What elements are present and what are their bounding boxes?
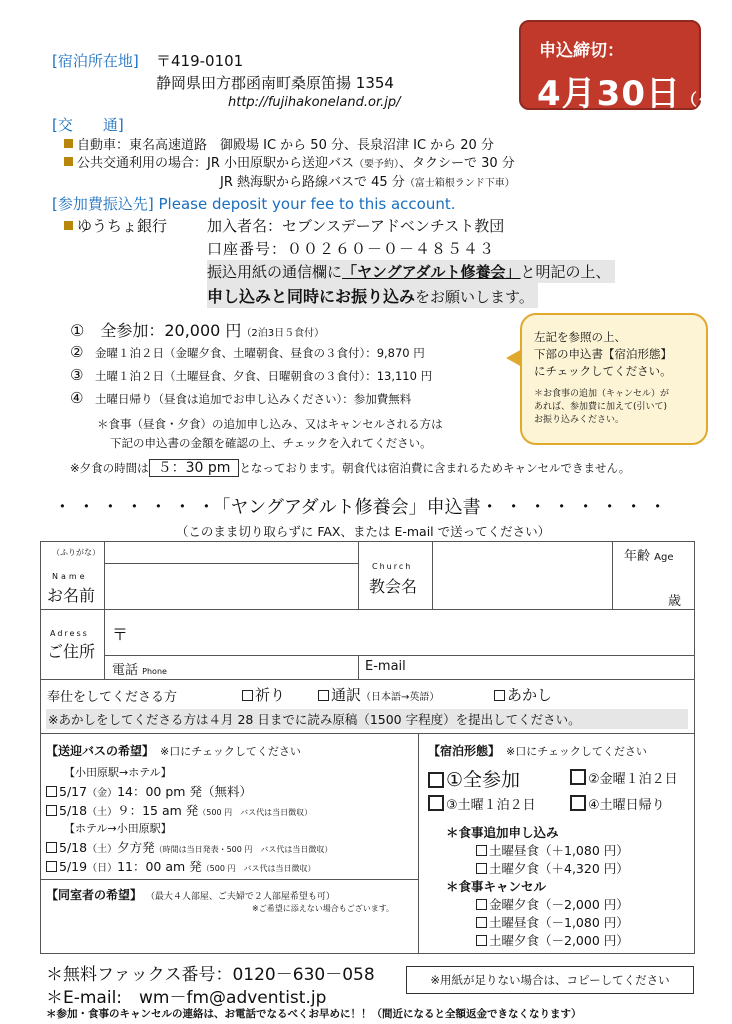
address-input[interactable] [130,611,692,654]
roommate-sub: ※ご希望に添えない場合もございます。 [252,904,395,913]
dinner-note: ※夕食の時間は ５：30 pm となっております。朝食代は宿泊費に含まれるためキャンセルできません。 [70,460,631,476]
age-label: 年齢 Age [624,549,674,564]
fee-1: ① 全参加：20,000 円（2泊3日５食付） [70,321,325,340]
payment-account: 口座番号：００２６０－０－４８５４３ [207,240,496,258]
bus-title: 【送迎バスの希望】 ※口にチェックしてください [46,744,301,758]
checkbox-icon[interactable] [476,935,487,946]
deadline-label: 申込締切： [539,41,624,61]
church-label: 教会名 [369,577,418,596]
bullet-square-icon [64,139,73,148]
lodging-url[interactable]: http://fujihakoneland.or.jp/ [228,95,401,110]
meal-note-1: ＊食事（昼食・夕食）の追加申し込み、又はキャンセルされる方は [97,417,443,431]
meal-cancel-3[interactable]: 土曜夕食（－2,000 円） [476,931,629,949]
checkbox-icon[interactable] [570,795,586,811]
fee-3: ③ 土曜１泊２日（土曜昼食、夕食、日曜朝食の３食付）：13,110 円 [70,366,433,384]
address-label-en: Adress [50,629,89,638]
email-input[interactable] [420,657,692,678]
bus-option-2[interactable]: 5/18（土）９：15 am 発（500 円 バス代は当日徴収） [46,801,312,819]
name-label: お名前 [47,586,96,605]
postal-mark: 〒 [112,625,129,644]
transport-atami: JR 熱海駅から路線バスで 45 分（富士箱根ランド下車） [220,175,515,190]
checkbox-icon[interactable] [476,845,487,856]
bus-direction-2: 【ホテル→小田原駅】 [64,822,172,835]
meal-cancel-1[interactable]: 金曜夕食（－2,000 円） [476,895,629,913]
church-label-en: Church [372,562,413,571]
footer-email[interactable]: ＊E-mail: wm－fm@adventist.jp [46,988,327,1008]
name-input[interactable] [105,564,357,609]
stay-option-1[interactable]: ①全参加 [428,765,520,792]
service-interp-checkbox[interactable]: 通訳（日本語→英語） [318,684,439,705]
name-label-en: Name [52,572,88,581]
meal-add-2[interactable]: 土曜夕食（＋4,320 円） [476,859,629,877]
payment-note: 振込用紙の通信欄に「ヤングアダルト修養会」と明記の上、 [207,260,615,283]
address-label: ご住所 [47,642,96,661]
form-title: ・・・・・・・「ヤングアダルト修養会」申込書・・・・・・・・ [53,497,673,518]
checkbox-icon[interactable] [46,842,57,853]
phone-label: 電話 Phone [112,663,167,678]
service-light-checkbox[interactable]: あかし [494,684,552,705]
cancel-note: ＊参加・食事のキャンセルの連絡は、お電話でなるべくお早めに！！（間近になると全額返金できなくなります） [46,1008,582,1020]
form-subtitle: （このまま切り取らずに FAX、または E-mail で送ってください） [175,524,551,539]
furigana-input[interactable] [105,542,357,563]
meal-cancel-title: ＊食事キャンセル [446,879,547,894]
copy-note: ※用紙が足りない場合は、コピーしてください [406,966,694,994]
checkbox-icon[interactable] [46,861,57,872]
deadline-badge [519,20,732,114]
service-note: ※あかしをしてくださる方は４月 28 日までに読み原稿（1500 字程度）を提出してください。 [46,709,688,729]
checkbox-icon[interactable] [570,769,586,785]
roommate-input[interactable] [42,914,416,952]
bullet-square-icon [64,221,73,230]
payment-label: [参加費振込先] Please deposit your fee to this account. [52,195,456,213]
payment-bank: ゆうちょ銀行 [64,215,167,236]
stay-option-4[interactable]: ④土曜日帰り [570,794,665,813]
bus-option-4[interactable]: 5/19（日）11：00 am 発（500 円 バス代は当日徴収） [46,857,316,875]
payment-holder: 加入者名：セブンスデーアドベンチスト教団 [207,217,505,235]
service-prayer-checkbox[interactable]: 祈り [242,684,285,705]
checkbox-icon[interactable] [46,786,57,797]
lodging-label: [宿泊所在地] [52,52,139,70]
fax-number: ＊無料ファックス番号：0120－630－058 [46,965,375,985]
email-label: E-mail [365,659,406,674]
transport-public: 公共交通利用の場合：JR 小田原駅から送迎バス（要予約）、タクシーで 30 分 [64,152,515,171]
deadline-date: 4月30日（火） [537,74,732,114]
age-unit: 歳 [668,594,682,609]
furigana-label: （ふりがな） [52,548,100,557]
callout-bubble [520,313,708,445]
checkbox-icon[interactable] [46,805,57,816]
lodging-address: 静岡県田方郡函南町桑原笛揚 1354 [156,74,394,92]
transport-car: 自動車：東名高速道路 御殿場 IC から 50 分、長泉沼津 IC から 20 分 [64,134,494,153]
checkbox-icon[interactable] [476,899,487,910]
bus-option-1[interactable]: 5/17（金）14：00 pm 発（無料） [46,782,252,800]
bullet-square-icon [64,157,73,166]
bus-option-3[interactable]: 5/18（土）夕方発（時間は当日発表・500 円 バス代は当日徴収） [46,838,332,856]
lodging-postal: 〒419-0101 [156,52,244,70]
checkbox-icon[interactable] [476,863,487,874]
checkbox-icon[interactable] [428,795,444,811]
fee-4: ④ 土曜日帰り（昼食は追加でお申し込みください）：参加費無料 [70,389,412,407]
roommate-title: 【同室者の希望】 （最大４人部屋、ご夫婦で２人部屋希望も可） [46,888,335,902]
service-label: 奉仕をしてくださる方 [47,690,178,705]
callout-line: 下部の申込書【宿泊形態】 [534,347,672,361]
checkbox-icon[interactable] [476,917,487,928]
callout-note: ＊お食事の追加（キャンセル）が あれば、参加費に加えて(引いて) お振り込みください。 [534,389,670,425]
fee-2: ② 金曜１泊２日（金曜夕食、土曜朝食、昼食の３食付）：9,870 円 [70,343,425,361]
meal-add-1[interactable]: 土曜昼食（＋1,080 円） [476,841,629,859]
meal-add-title: ＊食事追加申し込み [446,825,559,840]
phone-input[interactable] [200,657,356,678]
stay-option-3[interactable]: ③土曜１泊２日 [428,794,536,813]
stay-title: 【宿泊形態】 ※口にチェックしてください [428,744,647,758]
transport-label: [交 通] [52,116,124,134]
age-input[interactable] [613,562,667,608]
meal-cancel-2[interactable]: 土曜昼食（－1,080 円） [476,913,629,931]
stay-option-2[interactable]: ②金曜１泊２日 [570,768,678,787]
checkbox-icon[interactable] [494,690,505,701]
church-input[interactable] [433,542,611,609]
callout-line: 左記を参照の上、 [534,330,626,344]
checkbox-icon[interactable] [318,690,329,701]
payment-request: 申し込みと同時にお振り込みをお願いします。 [207,283,538,308]
bus-direction-1: 【小田原駅→ホテル】 [64,766,172,779]
meal-note-2: 下記の申込書の金額を確認の上、チェックを入れてください。 [110,436,432,450]
checkbox-icon[interactable] [242,690,253,701]
checkbox-icon[interactable] [428,772,444,788]
callout-line: にチェックしてください。 [534,364,672,378]
